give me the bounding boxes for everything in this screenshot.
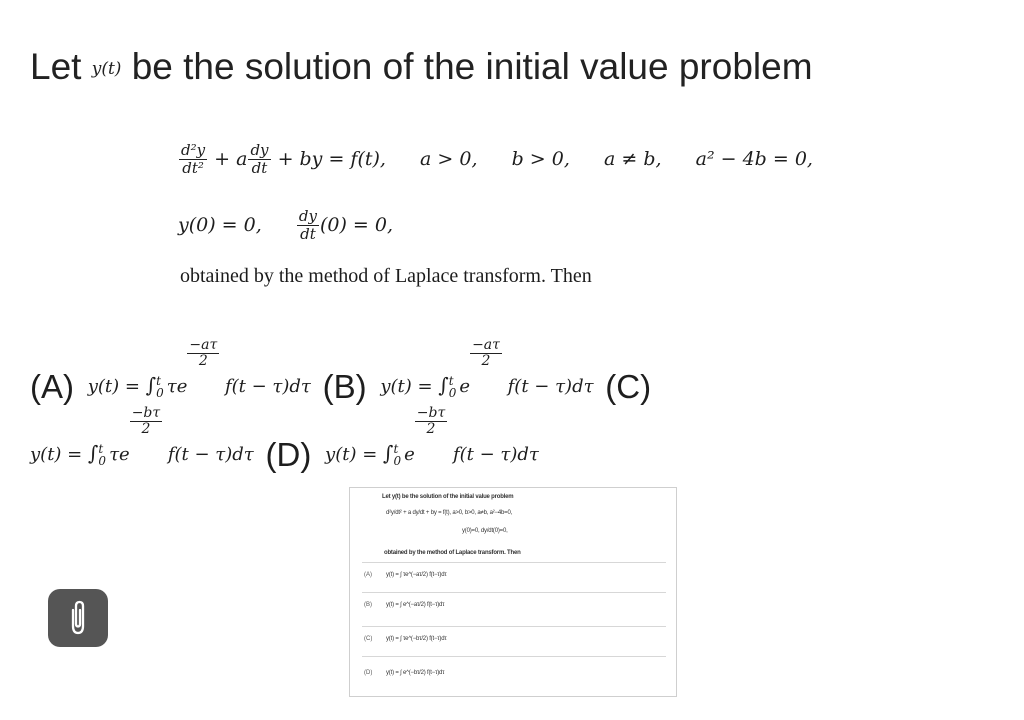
frac-numerator: dy (250, 141, 269, 159)
integral-limits (156, 375, 164, 399)
integrand: τe (109, 444, 130, 466)
condition: b > 0, (511, 147, 570, 170)
integral-sign: ∫ (145, 373, 157, 398)
exponent-denominator: 2 (141, 421, 151, 438)
integral-limits (393, 443, 401, 467)
upper-limit: t (393, 442, 399, 457)
thumb-intro: obtained by the method of Laplace transform. Then (384, 550, 521, 556)
exponent (130, 406, 162, 438)
attachment-button[interactable] (48, 589, 108, 647)
lower-limit: 0 (448, 386, 457, 401)
title-prefix: Let (30, 46, 82, 87)
thumb-divider (362, 562, 666, 563)
paperclip-icon (48, 589, 108, 647)
integral-limits (98, 443, 106, 467)
thumb-option-b-label: (B) (364, 602, 372, 608)
exponent (415, 406, 447, 438)
exponent-denominator: 2 (198, 353, 208, 370)
option-a-lhs: y(t) = (87, 376, 140, 398)
thumb-equation: d²y/dt² + a dy/dt + by = f(t), a>0, b>0, a≠b, a²−4b=0, (386, 510, 513, 516)
thumb-option-d: y(t) = ∫ e^(−bτ/2) f(t−τ)dτ (386, 670, 445, 676)
initial-derivative-fraction (297, 208, 319, 244)
exponent (470, 338, 502, 370)
integrand: e (404, 444, 415, 466)
integral-limits (449, 375, 457, 399)
option-c-label[interactable]: (C) (605, 368, 652, 406)
exponent-denominator: 2 (481, 353, 491, 370)
condition: a² − 4b = 0, (695, 147, 813, 170)
option-b-lhs: y(t) = (380, 376, 433, 398)
thumb-option-c: y(t) = ∫ τe^(−bτ/2) f(t−τ)dτ (386, 636, 447, 642)
option-d-lhs: y(t) = (325, 444, 378, 466)
integrand-tail: f(t − τ)dτ (167, 444, 254, 466)
thumb-option-d-label: (D) (364, 670, 373, 676)
upper-limit: t (98, 442, 104, 457)
thumb-divider (362, 592, 666, 593)
question-title (30, 46, 813, 88)
thumb-option-a: y(t) = ∫ τe^(−aτ/2) f(t−τ)dτ (386, 572, 447, 578)
frac-denominator: dt² (182, 159, 204, 178)
exponent (187, 338, 219, 370)
frac-denominator: dt (300, 225, 316, 244)
integrand: e (459, 376, 471, 398)
integrand-tail: f(t − τ)dτ (507, 376, 594, 398)
ode-term: + by = f(t), (277, 147, 386, 170)
condition: a > 0, (420, 147, 478, 170)
integrand-tail: f(t − τ)dτ (224, 376, 311, 398)
ode-term: + a (214, 147, 248, 170)
frac-numerator: d²y (181, 141, 206, 159)
thumb-divider (362, 656, 666, 657)
option-a-label[interactable]: (A) (30, 368, 74, 406)
thumb-option-a-label: (A) (364, 572, 372, 578)
exponent-numerator: −aτ (189, 337, 218, 353)
frac-denominator: dt (251, 159, 268, 178)
upper-limit: t (448, 374, 454, 389)
integrand: τe (166, 376, 188, 398)
intro-text: obtained by the method of Laplace transform. Then (180, 265, 592, 287)
second-derivative-fraction (179, 142, 207, 178)
exponent-numerator: −aτ (472, 337, 500, 353)
integrand-tail: f(t − τ)dτ (452, 444, 539, 466)
title-variable: y(t) (91, 59, 122, 80)
exponent-denominator: 2 (426, 421, 436, 438)
thumb-option-b: y(t) = ∫ e^(−aτ/2) f(t−τ)dτ (386, 602, 445, 608)
exponent-numerator: −bτ (131, 405, 161, 421)
thumb-initial: y(0)=0, dy/dt(0)=0, (462, 528, 508, 534)
initial-y: y(0) = 0, (178, 213, 262, 236)
question-thumbnail[interactable] (349, 487, 677, 697)
lower-limit: 0 (393, 454, 402, 469)
integral-sign: ∫ (438, 373, 449, 398)
upper-limit: t (156, 374, 161, 389)
integral-sign: ∫ (383, 441, 394, 466)
first-derivative-fraction (248, 142, 270, 178)
initial-derivative-value: (0) = 0, (319, 213, 393, 236)
lower-limit: 0 (156, 386, 164, 401)
ode-equation (178, 142, 813, 178)
option-d-label[interactable]: (D) (265, 436, 312, 474)
thumb-title: Let y(t) be the solution of the initial value problem (382, 494, 514, 500)
thumb-option-c-label: (C) (364, 636, 373, 642)
frac-numerator: dy (298, 207, 317, 225)
exponent-numerator: −bτ (416, 405, 446, 421)
lower-limit: 0 (98, 454, 107, 469)
title-suffix: be the solution of the initial value problem (131, 46, 813, 87)
option-c-lhs: y(t) = (30, 444, 83, 466)
condition: a ≠ b, (604, 147, 662, 170)
integral-sign: ∫ (88, 441, 99, 466)
option-b-label[interactable]: (B) (322, 368, 367, 406)
thumb-divider (362, 626, 666, 627)
options-row-1 (30, 338, 659, 406)
options-row-2 (30, 406, 539, 474)
initial-conditions (178, 208, 393, 244)
